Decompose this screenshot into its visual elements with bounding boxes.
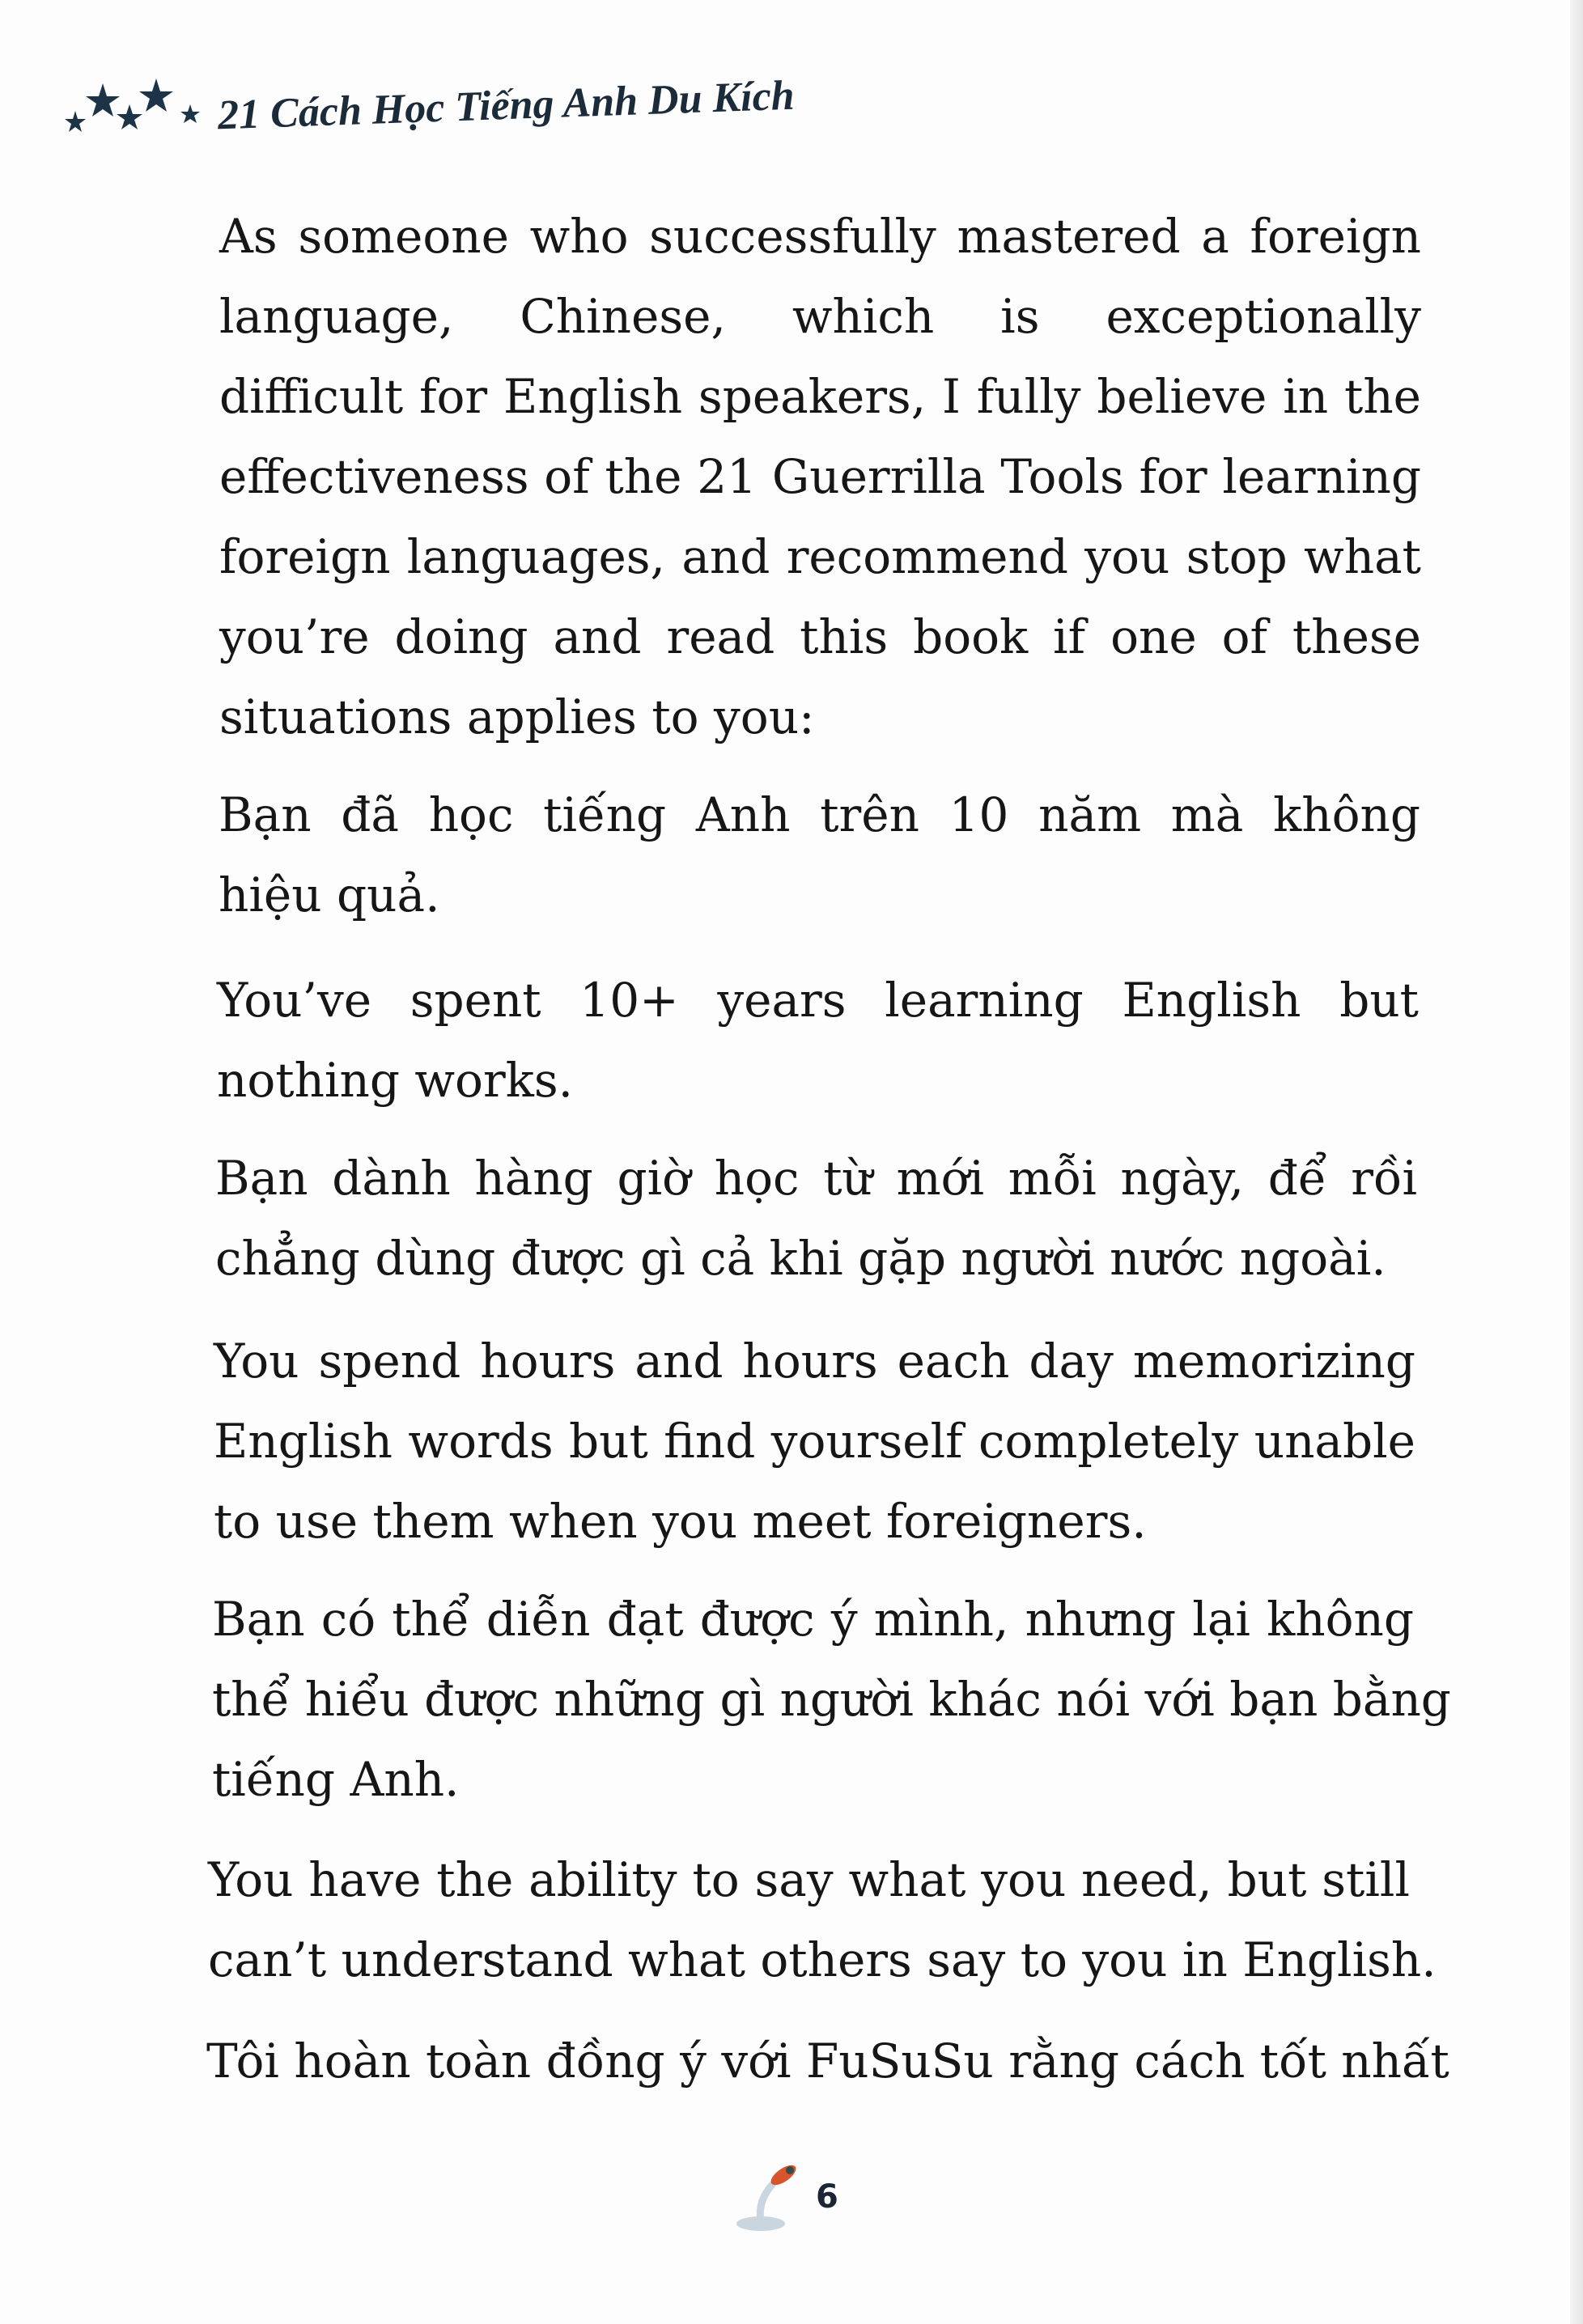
running-header <box>61 69 795 142</box>
text-line: Bạn có thể diễn đạt được ý mình, nhưng lại không <box>212 1592 1414 1647</box>
text-line: chẳng dùng được gì cả khi gặp người nước ngoài. <box>215 1231 1386 1286</box>
paragraph <box>212 1580 1451 1820</box>
text-line: You spend hours and hours each day memorizing <box>214 1334 1415 1389</box>
text-line: thể hiểu được những gì người khác nói với bạn bằng <box>212 1672 1451 1727</box>
page-edge <box>1570 0 1583 2324</box>
text-line: tiếng Anh. <box>212 1752 460 1807</box>
text-line: foreign languages, and recommend you stop what <box>219 529 1421 584</box>
text-line: can’t understand what others say to you in English. <box>208 1932 1437 1987</box>
stars-icon <box>61 69 206 142</box>
text-line: hiệu quả. <box>219 867 440 922</box>
paragraph <box>214 1321 1415 1562</box>
book-title: 21 Cách Học Tiếng Anh Du Kích <box>217 72 796 138</box>
paragraph <box>219 775 1420 935</box>
text-line: You have the ability to say what you need, but still <box>208 1852 1410 1907</box>
paragraph <box>206 2021 1449 2101</box>
text-line: effectiveness of the 21 Guerrilla Tools for learning <box>219 449 1421 504</box>
paragraph <box>208 1840 1437 2000</box>
text-line: situations applies to you: <box>219 689 815 744</box>
paragraph <box>217 961 1419 1121</box>
page-footer <box>736 2152 838 2233</box>
text-line: You’ve spent 10+ years learning English but <box>217 973 1419 1028</box>
text-line: nothing works. <box>217 1053 574 1108</box>
text-line: Tôi hoàn toàn đồng ý với FuSuSu rằng cách tốt nhất <box>206 2034 1449 2089</box>
text-line: English words but find yourself completely unable <box>214 1414 1415 1469</box>
text-line: As someone who successfully mastered a foreign <box>219 209 1421 264</box>
text-line: Bạn đã học tiếng Anh trên 10 năm mà không <box>219 787 1420 842</box>
text-line: language, Chinese, which is exceptionally <box>219 289 1421 344</box>
text-line: difficult for English speakers, I fully believe in the <box>219 369 1421 424</box>
rocket-icon <box>736 2152 809 2233</box>
page-number: 6 <box>816 2178 838 2216</box>
paragraph <box>219 197 1421 757</box>
paragraph <box>215 1139 1417 1299</box>
text-line: you’re doing and read this book if one of these <box>219 609 1421 664</box>
text-line: to use them when you meet foreigners. <box>214 1494 1147 1549</box>
text-line: Bạn dành hàng giờ học từ mới mỗi ngày, để rồi <box>215 1151 1417 1206</box>
